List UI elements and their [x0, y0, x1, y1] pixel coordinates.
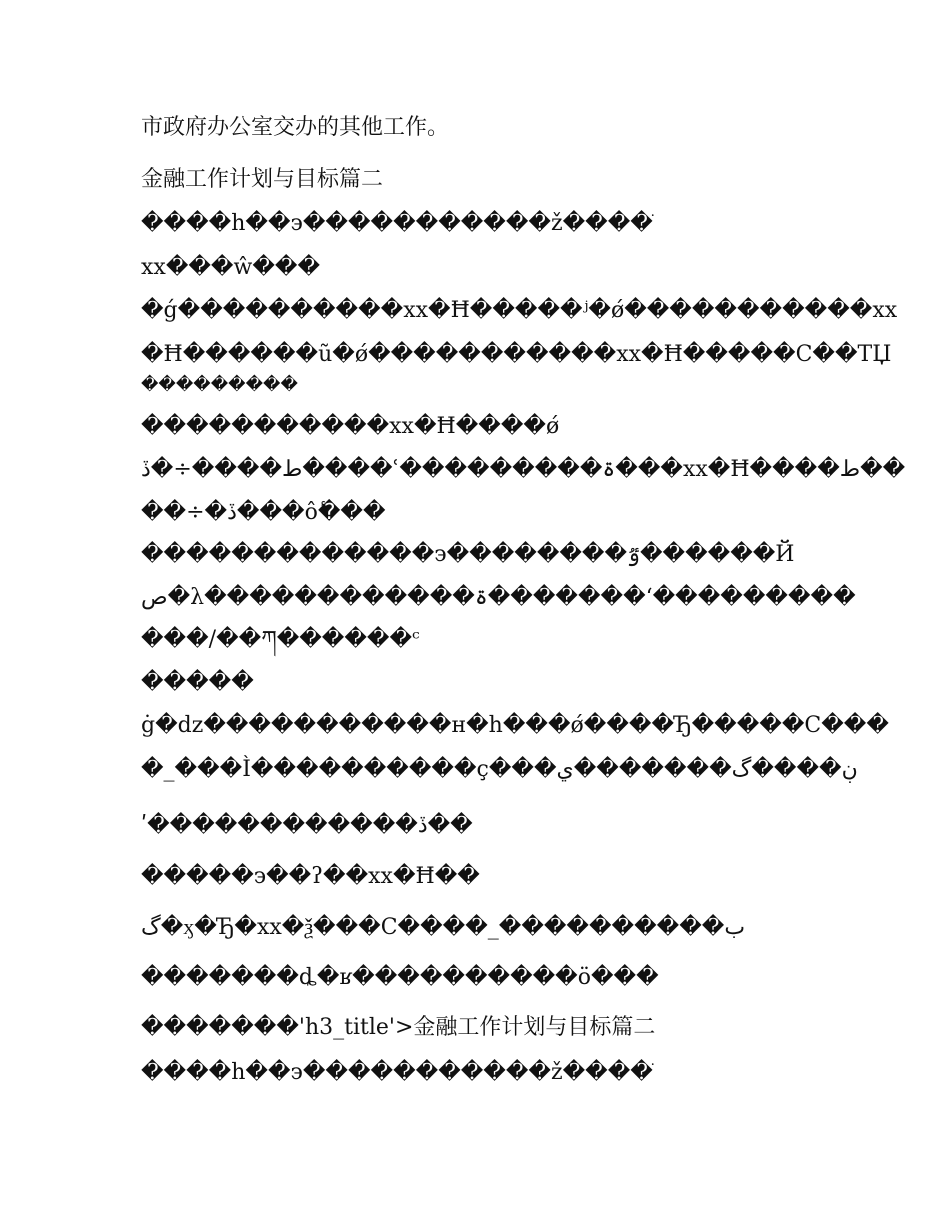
text-line: ��÷�ڏ���ô�ٔ�� [141, 500, 386, 525]
text-line: �����������xx�Ħ����ǿ [141, 414, 560, 439]
text-line: ʹ������������ڏ�� [141, 813, 473, 838]
text-line: ص�λ������������ۃ�������ʻ��������� [141, 585, 856, 610]
text-line: 市政府办公室交办的其他工作。 [141, 115, 450, 140]
text-line: ����� [141, 670, 254, 695]
text-line: �������ȡ�ʁ����������ö��� [141, 965, 659, 990]
text-line: �ǵ����������xx�Ħ�����ʲ�ǿ�����������xx [141, 298, 898, 323]
text-line: ����h��϶�����������ž����ֹ [141, 211, 653, 236]
text-line: ġ�ǳ�����������н�h���ǿ����Ђ�����С��� [141, 713, 889, 738]
text-line: �Ħ������ũ�ǿ�����������xx�Ħ�����С��ТЏ [141, 342, 892, 367]
text-line: xx���ŵ��� [141, 255, 320, 280]
section-heading: 金融工作计划与目标篇二 [141, 167, 384, 192]
text-line: �����϶��ʔ��xx�Ħ�� [141, 864, 480, 889]
text-line: ط����÷�ڏ����ʿ���������ۃ���xx�Ħ����ط�� [141, 457, 906, 482]
text-line: گ�ӽ�Ђ�xx�ѯ���С����_����������ب [141, 915, 746, 940]
text-line: ��������� [141, 375, 298, 395]
text-line: ����h��϶�����������ž����ֹ [141, 1060, 653, 1085]
text-line: �_���Ì����������ç���ڹ����گ�������ي [141, 757, 858, 782]
text-line: �������'h3_title'>金融工作计划与目标篇二 [141, 1015, 656, 1040]
text-line: ���/��ཀ������ᶜ [141, 627, 420, 652]
text-line: �������������϶��������ٷ������Й [141, 542, 795, 567]
